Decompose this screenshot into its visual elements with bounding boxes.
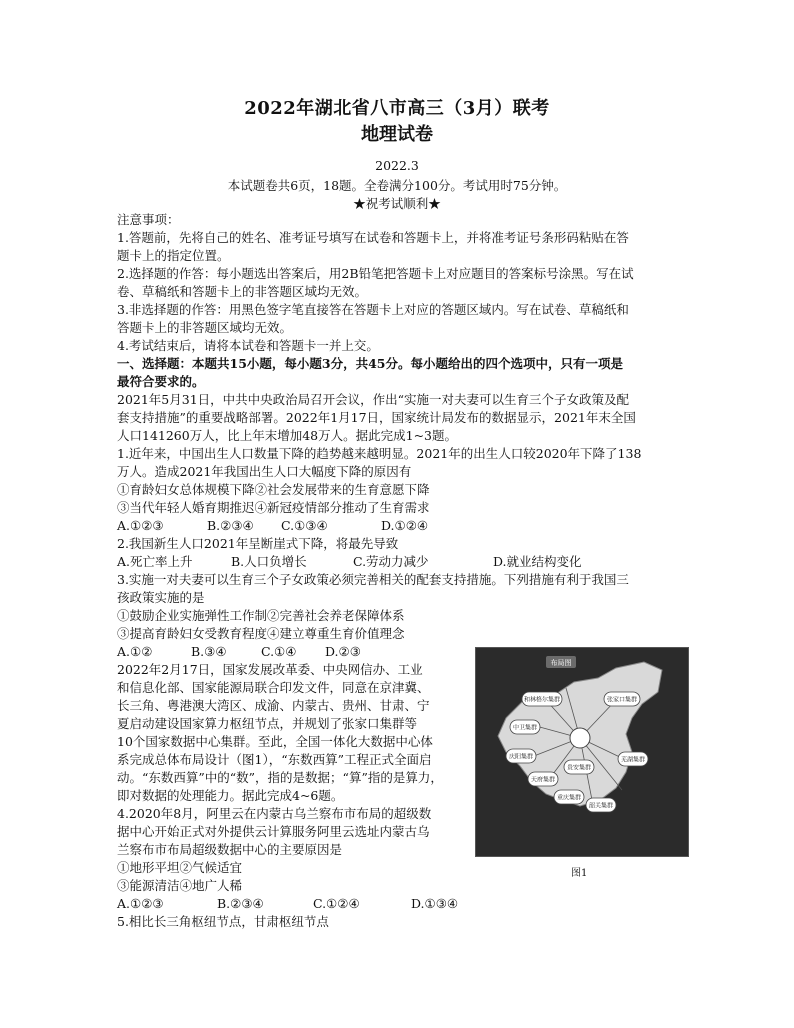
q4-item: ①地形平坦②气候适宜: [117, 860, 243, 875]
map-node-label: 芜湖集群: [620, 756, 646, 764]
material2-line: 2022年2月17日，国家发展改革委、中央网信办、工业: [117, 662, 423, 677]
map-node: [522, 692, 562, 706]
q1-option-a[interactable]: A.①②③: [117, 518, 164, 533]
q3-stem: 3.实施一对夫妻可以生育三个子女政策必须完善相关的配套支持措施。下列措施有利于我国三: [117, 572, 629, 587]
china-map-image: [476, 648, 688, 856]
q2-option-d[interactable]: D.就业结构变化: [492, 554, 582, 569]
section-heading-cont: 最符合要求的。: [117, 374, 205, 389]
q4-item: ③能源清洁④地广人稀: [117, 878, 243, 893]
note-line: 1.答题前，先将自己的姓名、准考证号填写在试卷和答题卡上，并将准考证号条形码粘贴在答: [117, 230, 629, 245]
exam-info: 本试题卷共6页，18题。全卷满分100分。考试用时75分钟。: [227, 178, 567, 193]
q4-options: [117, 896, 458, 912]
exam-date: 2022.3: [375, 158, 419, 173]
q2-option-c[interactable]: C.劳动力减少: [352, 554, 429, 569]
map-node-label: 中卫集群: [512, 724, 538, 732]
q3-item: ①鼓励企业实施弹性工作制②完善社会养老保障体系: [117, 608, 405, 623]
q4-option-c[interactable]: C.①②④: [312, 896, 360, 911]
note-line: 3.非选择题的作答：用黑色签字笔直接答在答题卡上对应的答题区域内。写在试卷、草稿纸和: [117, 302, 629, 317]
q1-item: ①育龄妇女总体规模下降②社会发展带来的生育意愿下降: [117, 482, 430, 497]
map-node: [618, 752, 648, 766]
map-node: [506, 749, 536, 763]
note-line: 卷、草稿纸和答题卡上的非答题区域均无效。: [117, 284, 368, 299]
q2-option-a[interactable]: A.死亡率上升: [117, 554, 193, 569]
material-line: 2021年5月31日，中共中央政治局召开会议，作出“实施一对夫妻可以生育三个子女政策及配: [117, 392, 630, 407]
section-heading: 一、选择题：本题共15小题，每小题3分，共45分。每小题给出的四个选项中，只有一项是: [117, 356, 623, 371]
q1-option-d[interactable]: D.①②④: [380, 518, 429, 533]
figure-caption: 图1: [571, 868, 588, 879]
map-node-label: 天府集群: [530, 776, 556, 784]
notes-heading: 注意事项：: [117, 212, 180, 227]
map-node: [528, 772, 558, 786]
q3-options: [117, 644, 361, 660]
material2-line: 10个国家数据中心集群。至此，全国一体化大数据中心体: [117, 734, 433, 749]
map-node-label: 重庆集群: [556, 794, 582, 802]
note-line: 答题卡上的非答题区域均无效。: [117, 320, 293, 335]
map-node: [586, 798, 616, 812]
material2-line: 系完成总体布局设计（图1），“东数西算”工程正式全面启: [117, 752, 432, 767]
map-badge-label: 布局图: [550, 659, 572, 667]
material2-line: 即对数据的处理能力。据此完成4~6题。: [117, 788, 344, 803]
q3-option-c[interactable]: C.①④: [260, 644, 297, 659]
q4-option-b[interactable]: B.②③④: [216, 896, 264, 911]
q4-stem: 4.2020年8月，阿里云在内蒙古乌兰察布市布局的超级数: [117, 806, 432, 821]
map-node-label: 庆阳集群: [508, 753, 534, 761]
q3-option-d[interactable]: D.②③: [324, 644, 361, 659]
q3-option-b[interactable]: B.③④: [190, 644, 227, 659]
note-line: 4.考试结束后，请将本试卷和答题卡一并上交。: [117, 338, 379, 353]
note-line: 题卡上的指定位置。: [117, 248, 230, 263]
map-node: [564, 760, 594, 774]
q1-options: [117, 518, 428, 534]
q1-stem: 万人。造成2021年我国出生人口大幅度下降的原因有: [117, 464, 412, 479]
q4-stem: 兰察布市布局超级数据中心的主要原因是: [117, 842, 343, 857]
map-node: [554, 790, 584, 804]
q2-option-b[interactable]: B.人口负增长: [230, 554, 307, 569]
material2-line: 和信息化部、国家能源局联合印发文件，同意在京津冀、: [117, 680, 430, 695]
layout-map-figure: [475, 647, 689, 857]
material2-line: 夏启动建设国家算力枢纽节点，并规划了张家口集群等: [117, 716, 418, 731]
q1-option-c[interactable]: C.①③④: [280, 518, 328, 533]
q1-item: ③当代年轻人婚育期推迟④新冠疫情部分推动了生育需求: [117, 500, 430, 515]
material2-line: 动。“东数西算”中的“数”，指的是数据；“算”指的是算力，: [117, 770, 443, 785]
map-node-label: 韶关集群: [588, 802, 614, 810]
map-node: [604, 692, 640, 706]
q1-stem: 1.近年来，中国出生人口数量下降的趋势越来越明显。2021年的出生人口较2020年下降了138: [117, 446, 642, 461]
material-line: 人口141260万人，比上年末增加48万人。据此完成1~3题。: [117, 428, 458, 443]
q4-option-d[interactable]: D.①③④: [410, 896, 459, 911]
map-center-node: [570, 728, 590, 748]
exam-subject: 地理试卷: [361, 124, 433, 145]
q4-stem: 据中心开始正式对外提供云计算服务阿里云选址内蒙古乌: [117, 824, 430, 839]
q2-options: [117, 554, 582, 570]
material2-line: 长三角、粤港澳大湾区、成渝、内蒙古、贵州、甘肃、宁: [117, 698, 430, 713]
q1-option-b[interactable]: B.②③④: [206, 518, 254, 533]
exam-title: 2022年湖北省八市高三（3月）联考: [244, 98, 550, 119]
q3-option-a[interactable]: A.①②: [117, 644, 153, 659]
map-node-label: 贵安集群: [566, 764, 592, 772]
map-node-label: 张家口集群: [606, 696, 638, 704]
q5-stem: 5.相比长三角枢纽节点，甘肃枢纽节点: [117, 914, 329, 929]
q4-option-a[interactable]: A.①②③: [117, 896, 164, 911]
q3-stem: 孩政策实施的是: [117, 590, 205, 605]
q3-item: ③提高育龄妇女受教育程度④建立尊重生育价值理念: [117, 626, 405, 641]
note-line: 2.选择题的作答：每小题选出答案后，用2B铅笔把答题卡上对应题目的答案标号涂黑。写在试: [117, 266, 634, 281]
map-node: [510, 720, 540, 734]
exam-wish: ★祝考试顺利★: [353, 196, 441, 211]
material-line: 套支持措施”的重要战略部署。2022年1月17日，国家统计局发布的数据显示，2021年末全国: [117, 410, 636, 425]
q2-stem: 2.我国新生人口2021年呈断崖式下降，将最先导致: [117, 536, 399, 551]
map-node-label: 和林格尔集群: [523, 696, 561, 704]
